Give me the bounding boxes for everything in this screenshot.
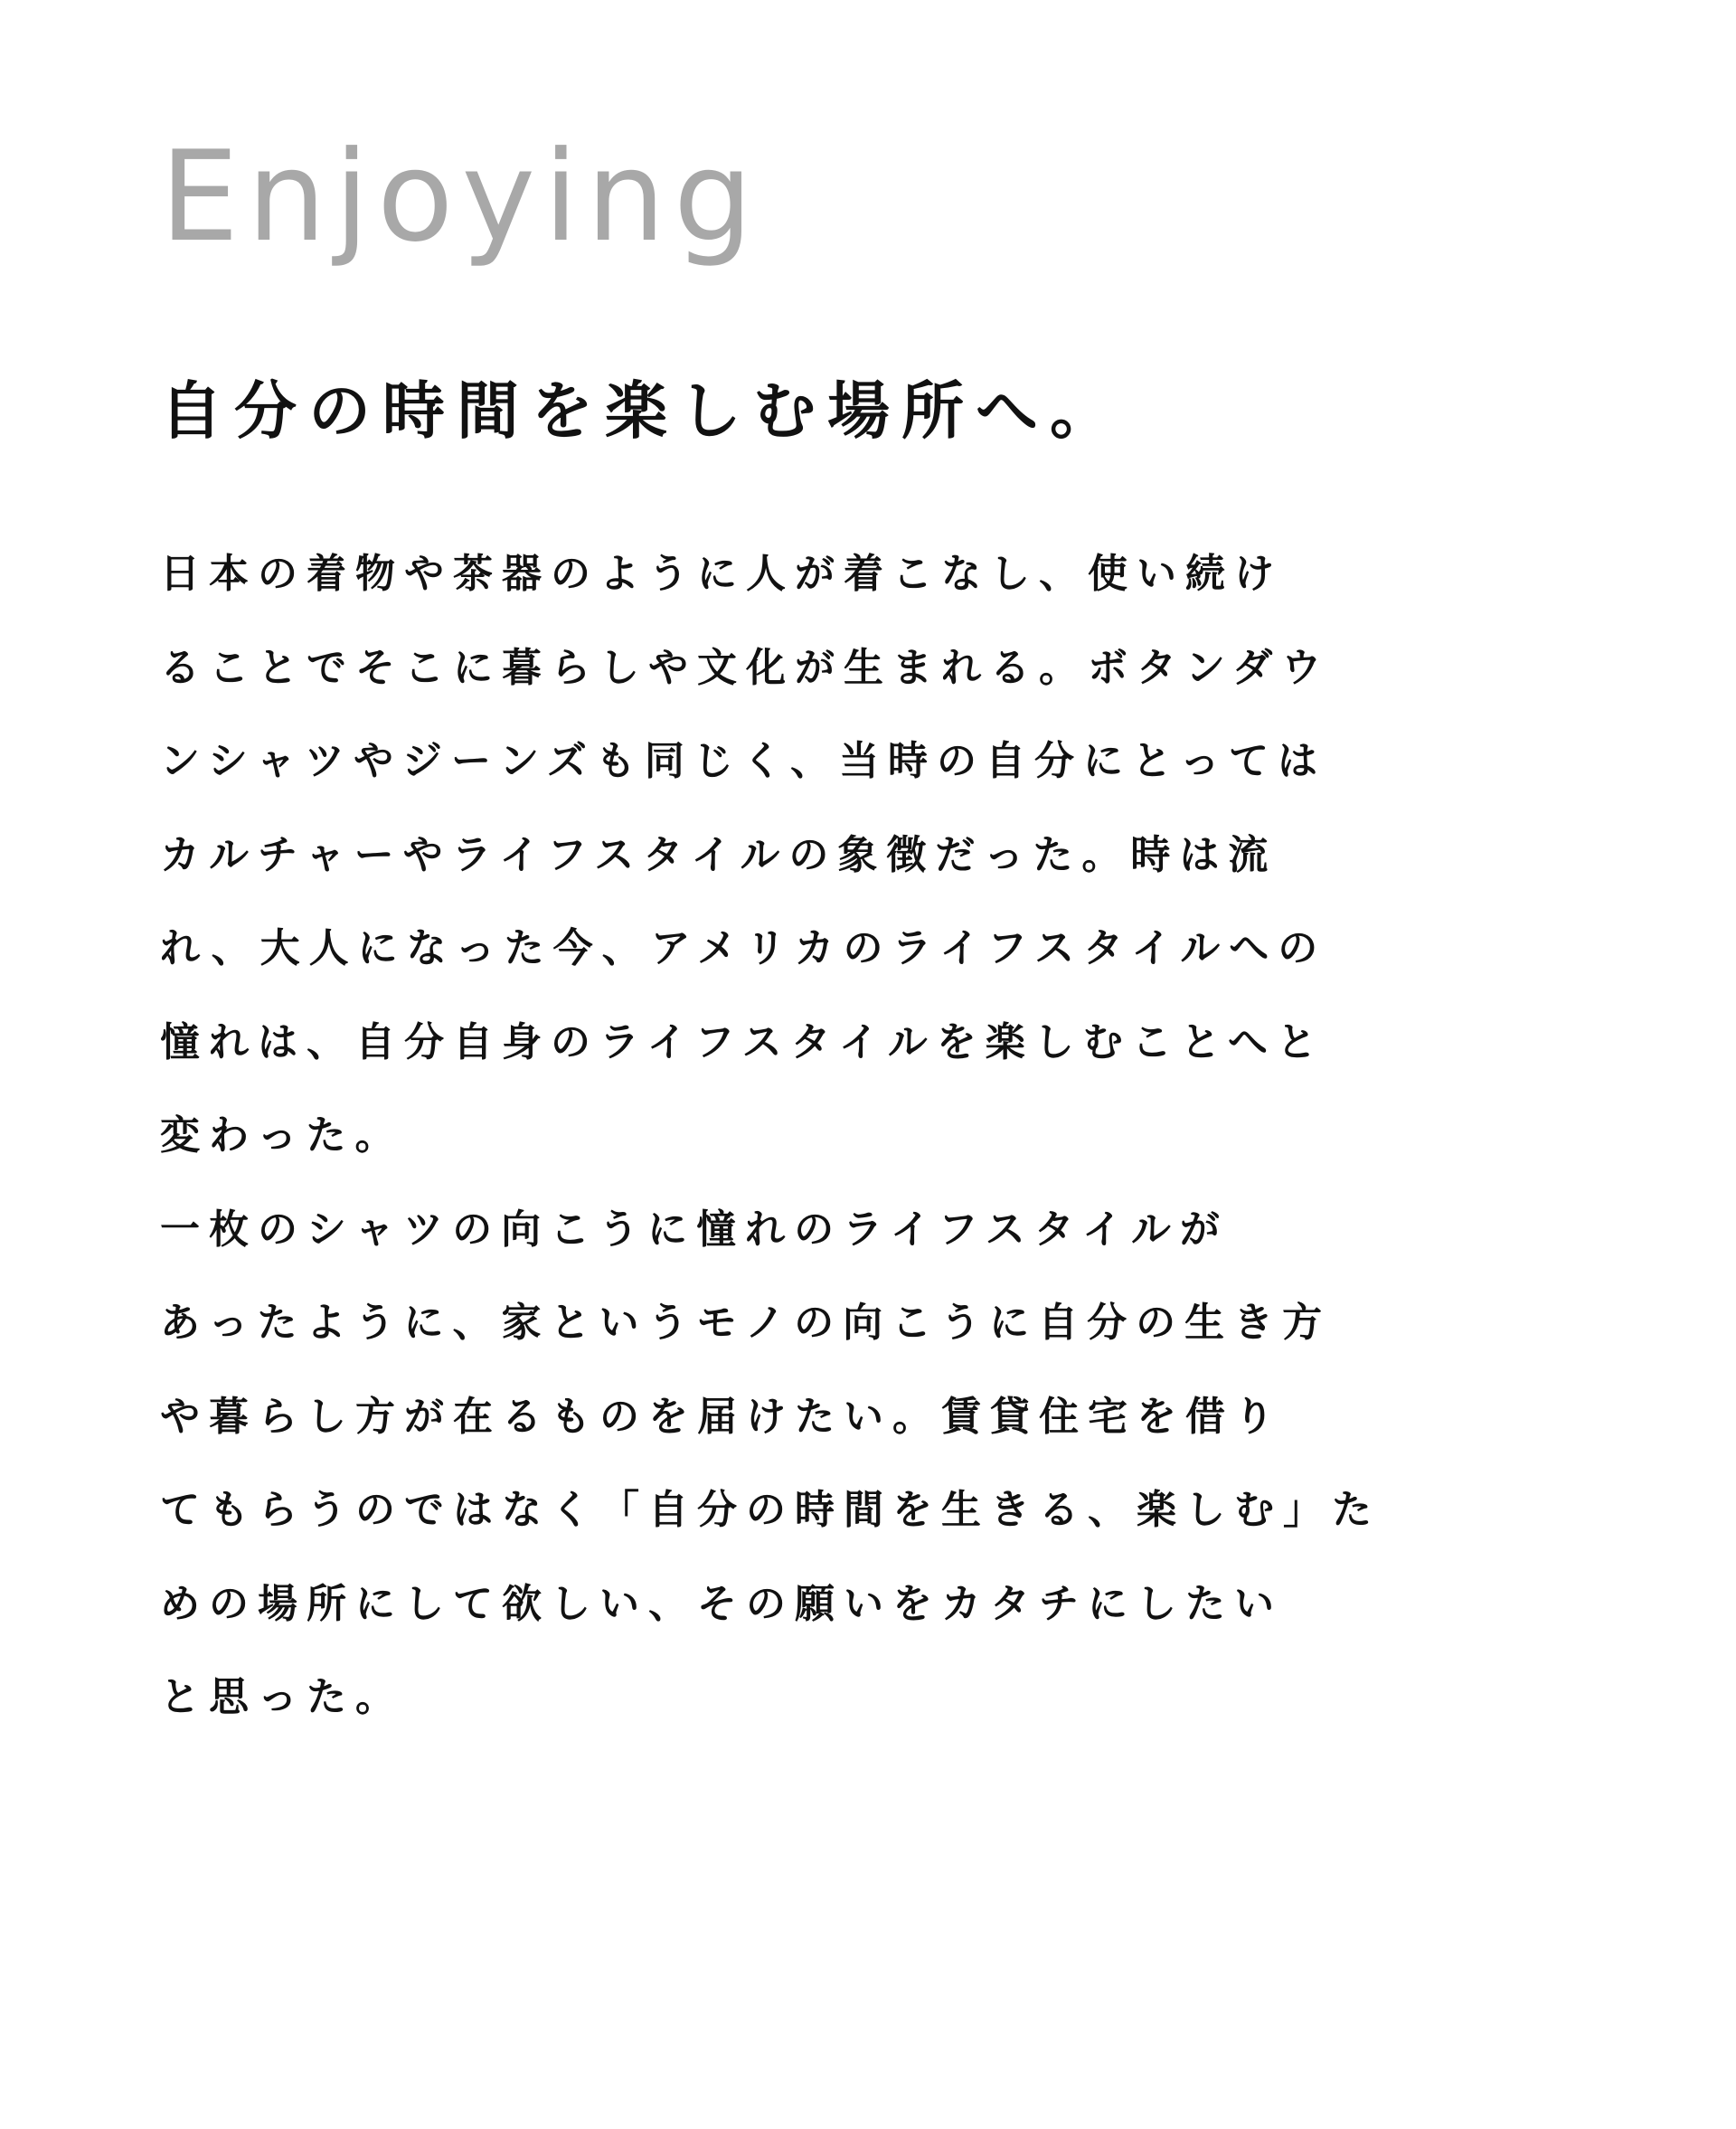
body-line: めの場所にして欲しい、その願いをカタチにしたい [160,1580,1283,1627]
section-heading: 自分の時間を楽しむ場所へ。 [160,375,1124,448]
body-line: ンシャツやジーンズも同じく、当時の自分にとっては [160,738,1327,784]
body-line: あったように、家というモノの向こうに自分の生き方 [160,1300,1332,1346]
body-line: 日本の着物や茶器のように人が着こなし、使い続け [160,551,1283,597]
body-line: 一枚のシャツの向こうに憧れのライフスタイルが [160,1206,1229,1253]
body-line: カルチャーやライフスタイルの象徴だった。時は流 [160,831,1278,878]
body-line: や暮らし方が在るものを届けたい。賃貸住宅を借り [160,1393,1283,1440]
body-line: てもらうのではなく「自分の時間を生きる、楽しむ」た [160,1487,1381,1533]
body-line: と思った。 [160,1674,404,1720]
section-eyebrow: Enjoying [160,124,761,270]
body-line: 憧れは、自分自身のライフスタイルを楽しむことへと [160,1018,1326,1065]
section-body [160,538,1381,1755]
body-line: れ、大人になった今、アメリカのライフスタイルへの [160,925,1327,971]
body-line: 変わった。 [160,1112,404,1159]
body-line: ることでそこに暮らしや文化が生まれる。ボタンダウ [160,644,1331,691]
